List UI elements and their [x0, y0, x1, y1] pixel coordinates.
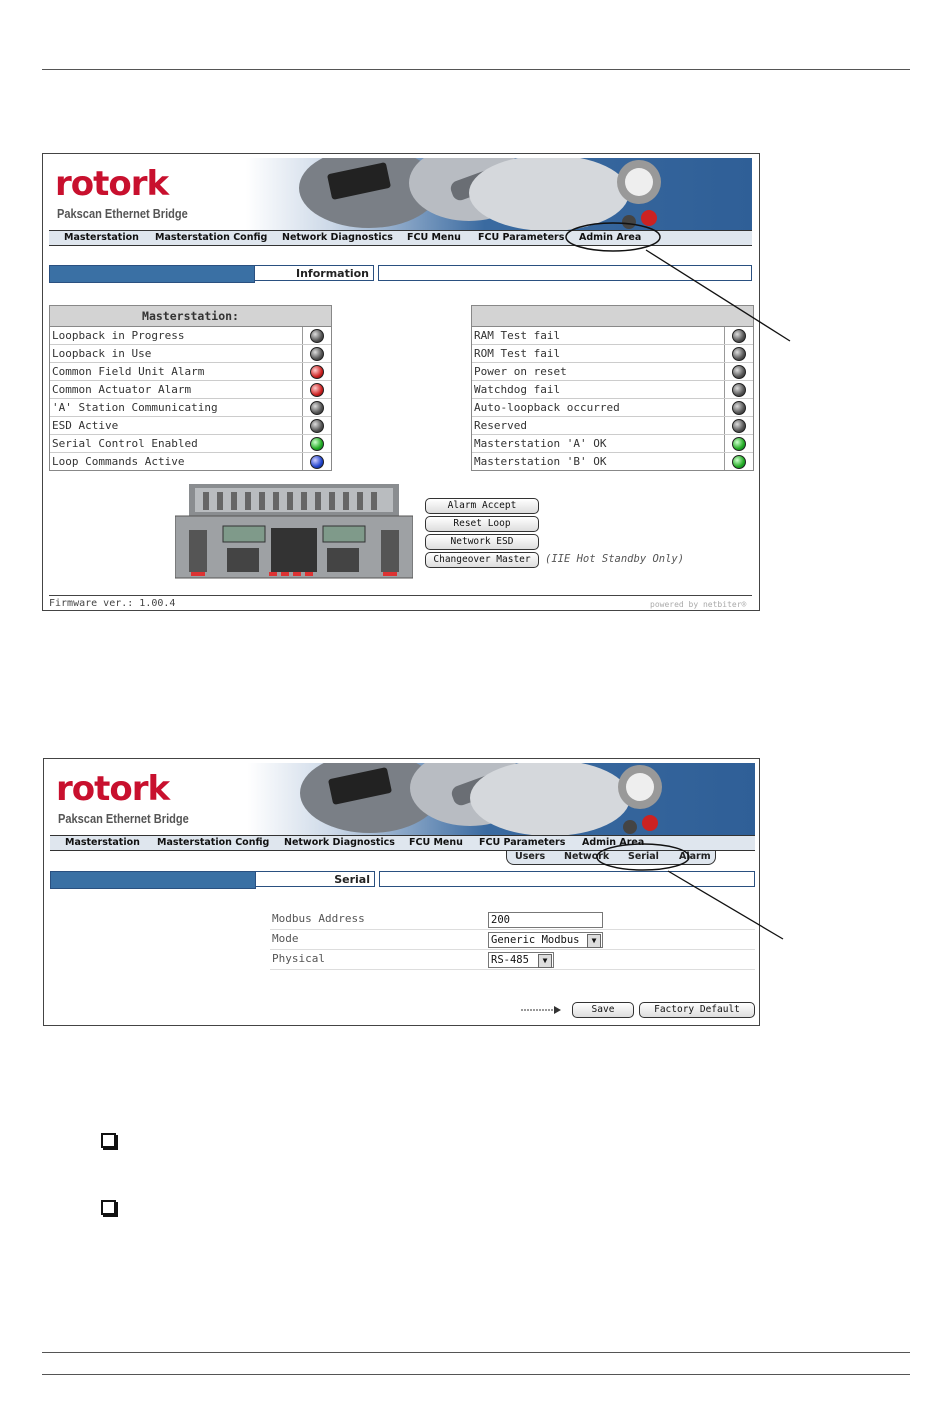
mode-select[interactable] — [488, 932, 603, 948]
footer-rule-2 — [42, 1374, 910, 1375]
nav-fcu-parameters[interactable]: FCU Parameters — [478, 232, 565, 243]
physical-row — [270, 950, 755, 970]
status-led-icon — [732, 365, 746, 379]
actuator-image — [299, 158, 752, 230]
status-led-icon — [732, 437, 746, 451]
mode-row — [270, 930, 755, 950]
status-row: Loopback in Progress — [50, 327, 331, 345]
checkbox-bullet-icon — [101, 1200, 116, 1215]
logo-subtitle: Pakscan Ethernet Bridge — [58, 811, 189, 826]
chevron-down-icon[interactable]: ▼ — [587, 934, 601, 948]
table-header — [472, 306, 753, 327]
status-row: Common Actuator Alarm — [50, 381, 331, 399]
subnav-network[interactable]: Network — [564, 851, 610, 862]
subnav-users[interactable]: Users — [515, 851, 546, 862]
status-row: Serial Control Enabled — [50, 435, 331, 453]
serial-page-title: Serial — [255, 871, 375, 887]
status-row: ROM Test fail — [472, 345, 753, 363]
subnav-alarm[interactable]: Alarm — [679, 851, 711, 862]
changeover-note: (IIE Hot Standby Only) — [545, 553, 685, 565]
status-led-icon — [732, 419, 746, 433]
nav-network-diagnostics[interactable]: Network Diagnostics — [282, 232, 393, 243]
subnav-serial[interactable]: Serial — [628, 851, 659, 862]
status-row: Auto-loopback occurred — [472, 399, 753, 417]
status-row: 'A' Station Communicating — [50, 399, 331, 417]
nav-fcu-menu[interactable]: FCU Menu — [409, 837, 463, 848]
nav-masterstation[interactable]: Masterstation — [65, 837, 140, 848]
info-page-title: Information — [254, 265, 374, 281]
status-led-icon — [310, 437, 324, 451]
status-row: Power on reset — [472, 363, 753, 381]
status-row: Loopback in Use — [50, 345, 331, 363]
status-led-icon — [310, 329, 324, 343]
alarm-accept-button[interactable]: Alarm Accept — [425, 498, 539, 514]
masterstation-rack-image — [175, 482, 413, 580]
chevron-down-icon[interactable]: ▼ — [538, 954, 552, 968]
modbus-address-row — [270, 910, 755, 930]
network-esd-button[interactable]: Network ESD — [425, 534, 539, 550]
status-led-icon — [310, 455, 324, 469]
status-led-icon — [310, 347, 324, 361]
status-led-icon — [310, 383, 324, 397]
status-led-icon — [732, 329, 746, 343]
mode-label: Mode — [272, 932, 299, 945]
nav-masterstation-config[interactable]: Masterstation Config — [155, 232, 268, 243]
reset-loop-button[interactable]: Reset Loop — [425, 516, 539, 532]
status-led-icon — [310, 401, 324, 415]
modbus-address-input[interactable]: 200 — [488, 912, 603, 928]
status-led-icon — [732, 347, 746, 361]
top-rule — [42, 69, 910, 70]
main-nav — [50, 835, 755, 851]
header-banner — [50, 763, 755, 835]
status-row: Loop Commands Active — [50, 453, 331, 470]
status-row: Common Field Unit Alarm — [50, 363, 331, 381]
table-header: Masterstation: — [50, 306, 331, 327]
mode-select-value: Generic Modbus — [491, 934, 580, 946]
footer-rule-1 — [42, 1352, 910, 1353]
physical-select[interactable] — [488, 952, 554, 968]
actuator-image — [300, 763, 755, 835]
nav-masterstation[interactable]: Masterstation — [64, 232, 139, 243]
screenshot-serial — [43, 758, 760, 1026]
factory-default-button[interactable]: Factory Default — [639, 1002, 755, 1018]
masterstation-status-table — [49, 305, 332, 471]
nav-network-diagnostics[interactable]: Network Diagnostics — [284, 837, 395, 848]
status-led-icon — [732, 383, 746, 397]
rotork-logo: rotork — [56, 769, 170, 809]
nav-admin-area[interactable]: Admin Area — [582, 837, 645, 848]
serial-title-bar — [50, 871, 755, 889]
main-nav — [49, 230, 752, 246]
physical-select-value: RS-485 — [491, 954, 529, 966]
screenshot-information — [42, 153, 760, 611]
nav-fcu-menu[interactable]: FCU Menu — [407, 232, 461, 243]
nav-fcu-parameters[interactable]: FCU Parameters — [479, 837, 566, 848]
status-row: Watchdog fail — [472, 381, 753, 399]
info-title-bar — [49, 265, 752, 283]
admin-subnav — [506, 851, 716, 865]
save-button[interactable]: Save — [572, 1002, 634, 1018]
status-row: Masterstation 'A' OK — [472, 435, 753, 453]
status-row: Masterstation 'B' OK — [472, 453, 753, 470]
modbus-address-label: Modbus Address — [272, 912, 365, 925]
status-row: ESD Active — [50, 417, 331, 435]
nav-admin-area[interactable]: Admin Area — [579, 232, 642, 243]
rotork-logo: rotork — [55, 164, 169, 204]
status-led-icon — [310, 419, 324, 433]
powered-by: powered by netbiter® — [650, 600, 747, 609]
header-banner — [49, 158, 752, 230]
arrow-right-icon — [520, 1005, 562, 1015]
nav-masterstation-config[interactable]: Masterstation Config — [157, 837, 270, 848]
firmware-version: Firmware ver.: 1.00.4 — [49, 598, 176, 609]
logo-subtitle: Pakscan Ethernet Bridge — [57, 206, 188, 221]
physical-label: Physical — [272, 952, 325, 965]
checkbox-bullet-icon — [101, 1133, 116, 1148]
changeover-master-button[interactable]: Changeover Master — [425, 552, 539, 568]
status-led-icon — [732, 401, 746, 415]
status-row: RAM Test fail — [472, 327, 753, 345]
footer-rule — [49, 595, 752, 596]
status-led-icon — [732, 455, 746, 469]
diagnostics-status-table — [471, 305, 754, 471]
status-led-icon — [310, 365, 324, 379]
status-row: Reserved — [472, 417, 753, 435]
